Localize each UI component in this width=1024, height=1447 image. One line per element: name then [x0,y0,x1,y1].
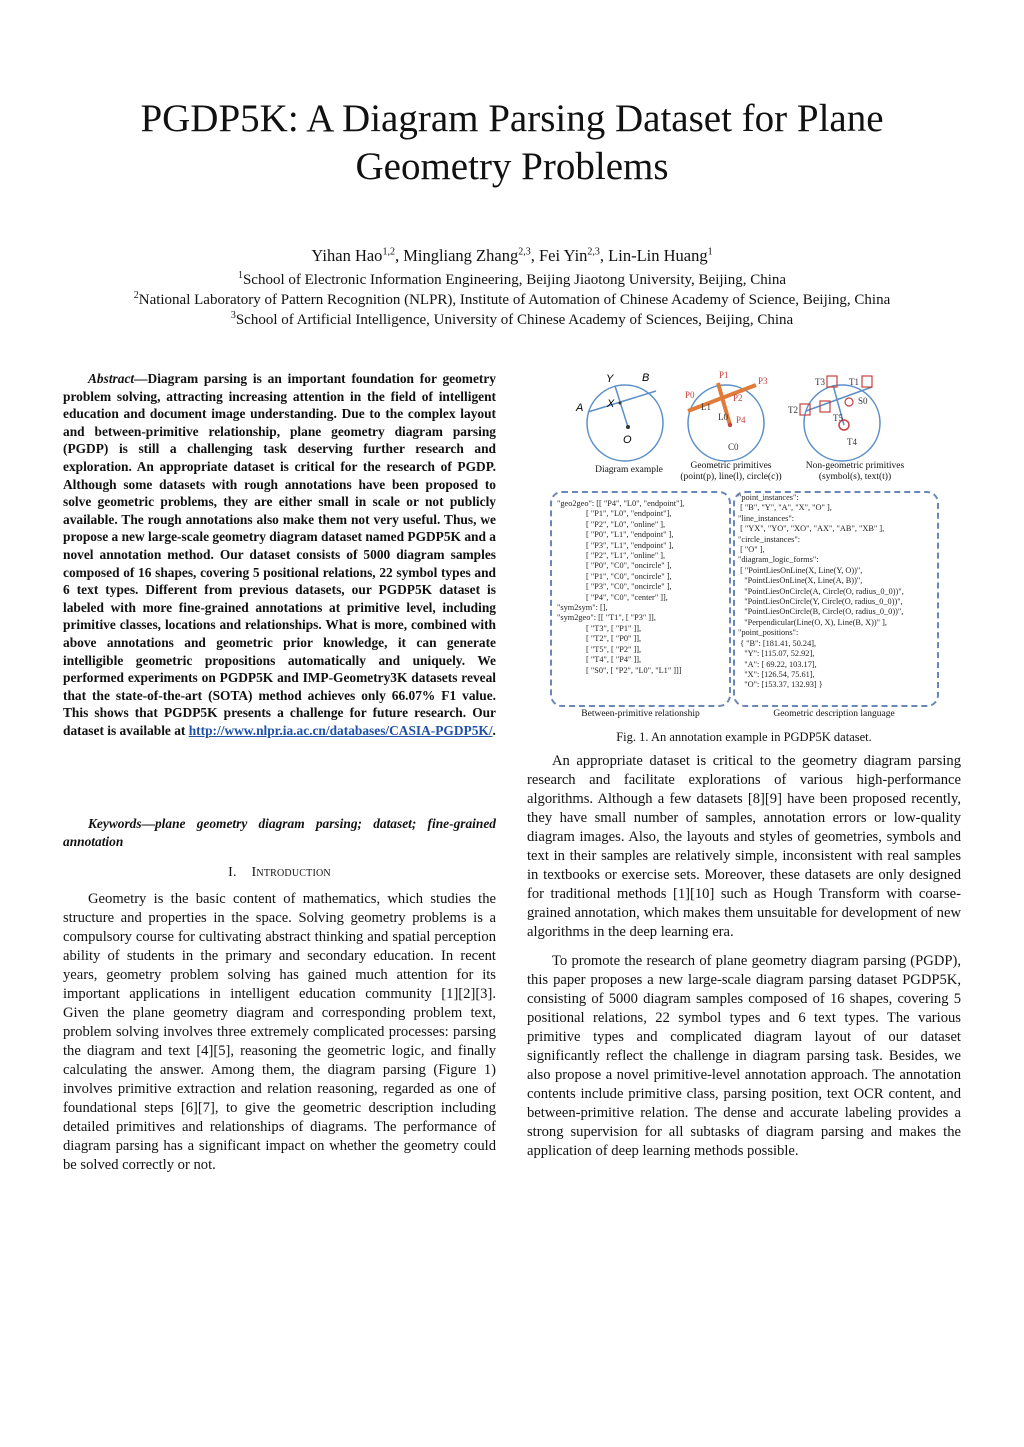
label-T3: T3 [815,377,825,387]
label-L1: L1 [701,402,711,412]
abstract-label: Abstract [88,371,135,386]
paragraph: Geometry is the basic content of mathematics, which studies the structure and properties in the space. Solving geometry problems is a compulsory course for cultivating abstract thinking and spatial perception ability of students in the primary and secondary education. In recent years, geometry problem solving has gained much attention for its important applications in intelligent education community [1][2][3]. Given the plane geometry diagram and corresponding problem text, problem solving involves three extremely complicated processes: parsing the diagram and text [4][5], reasoning the geometric logic, and finally calculating the answer. Among them, the diagram parsing (Figure 1) involves primitive extraction and relation reasoning, regarded as one of foundational steps [6][7], to give the geometric description including detailed primitives and relationships of diagrams. The performance of diagram parsing has a significant impact on whether the geometry could be solved correctly or not. [63,891,496,1173]
label-L0: L0 [718,412,728,422]
keywords: Keywords—plane geometry diagram parsing; dataset; fine-grained annotation [63,816,496,849]
label-T1: T1 [849,377,859,387]
right-body [527,752,961,1161]
author-list: Yihan Hao$^{1,2}$, Mingliang Zhang$^{2,3}$, Fei Yin$^{2,3}$, Lin-Lin Huang$^1$ [311,246,713,265]
label-T2: T2 [788,405,798,415]
panel-label-relationship: Between-primitive relationship [581,709,700,719]
label-P2: P2 [733,393,743,403]
paragraph: An appropriate dataset is critical to the geometry diagram parsing research and facilitate explorations of various high-performance algorithms. Although a few datasets [8][9] have been proposed recently, they have small number of samples, annotation errors or low-quality diagram images. Also, the layouts and styles of geometries, symbols and text in their samples are relatively simple, inconsistent with real samples in textbooks or exercise sets. Moreover, these datasets are only designed for traditional methods [1][10] such as Hough Transform with coarse-grained annotation, which makes them unsuitable for development of new algorithms in the deep learning era. [527,753,961,940]
relationship-code: "geo2geo": [[ "P4", "L0", "endpoint"], [ "P1", "L0", "endpoint"], [ "P2", "L0", "online" ], [ "P0", "L1", "endpoint" ], [ "P3", "L1", "endpoint" ], [ "P2", "L1", "online" ], [ "P0", "C0", "oncircle" ], [ "P1", "C0", "oncircle" ], [ "P3", "C0", "oncircle" ], [ "P4", "C0", "center" ]], "sym2sym": [], "sym2geo": [[ "T1", [ "P3" ]], [ "T3", [ "P1" ]], [ "T2", [ "P0" ]], [ "T5", [ "P2" ]], [ "T4", [ "P4" ]], [ "S0", [ "P2", "L0", "L1" ]]] [557,499,685,675]
label-C0: C0 [728,442,739,452]
diagram-example [575,372,663,461]
author-name: Fei Yin [538,246,588,265]
label-X: X [607,398,615,410]
author-sup: 1 [707,246,713,258]
panel-label-geo-line2: (point(p), line(l), circle(c)) [680,472,782,482]
author-name: Yihan Hao [311,246,383,265]
language-code: "point_instances": [ "B", "Y", "A", "X", "O" ], "line_instances": [ "YX", "YO", "XO", "AX", "AB", "XB" ], "circle_instances": [ "O" ], "diagram_logic_forms": [ "PointLiesOnLine(X, Line(Y, O))", "PointLiesOnLine(X, Line(A, B))", "PointLiesOnCircle(A, Circle(O, radius_0_0))", "PointLiesOnCircle(Y, Circle(O, radius_0_0))", "PointLiesOnCircle(B, Circle(O, radius_0_0))", "Perpendicular(Line(O, X), Line(B, X))" ], "point_positions": { "B": [181.41, 50.24], "Y": [115.07, 52.92], "A": [ 69.22, 103.17], "X": [126.54, 75.61], "O": [153.37, 132.93] } [738,493,904,690]
label-B: B [642,372,650,384]
affiliation [0,272,1024,289]
label-P4: P4 [736,415,746,425]
affiliation [0,312,1024,329]
author-sup: 2,3 [587,246,600,258]
figure-1 [548,365,940,725]
label-Y: Y [606,373,614,385]
non-geometric-primitives [788,376,880,461]
author-sup: 1,2 [382,246,395,258]
paper-title: PGDP5K: A Diagram Parsing Dataset for Plane Geometry Problems [140,97,884,188]
label-T5: T5 [833,413,843,423]
keywords-label: Keywords [88,816,142,831]
figure-caption: Fig. 1. An annotation example in PGDP5K dataset. [616,730,872,744]
dataset-link[interactable]: http://www.nlpr.ia.ac.cn/databases/CASIA-PGDP5K/ [188,722,493,738]
panel-label-language: Geometric description language [773,709,895,719]
label-T4: T4 [847,437,857,447]
affiliation-text: School of Artificial Intelligence, University of Chinese Academy of Sciences, Beijing, China [235,312,794,328]
section-number: I. [228,865,237,880]
panel-label-nongeo-line2: (symbol(s), text(t)) [818,472,892,482]
author-sup: 2,3 [518,246,531,258]
label-P3: P3 [758,376,768,386]
abstract-text: Diagram parsing is an important foundation for geometry problem solving, attracting increasing attention in the field of intelligent education and document image understanding. Due to the complex layout and between-primitive relationship, plane geometry diagram parsing (PGDP) is still a challenging task deserving further research and exploration. An appropriate dataset is critical for the research of PGDP. Although some datasets with rough annotations have been proposed to solve geometric problems, they are either small in scale or not publicly available. The rough annotations also make them not very useful. Thus, we propose a new large-scale geometry diagram dataset named PGDP5K and a novel annotation method. Our dataset consists of 5000 diagram samples composed of 16 shapes, covering 5 positional relations, 22 symbol types and 6 text types. Different from previous datasets, our PGDP5K dataset is labeled with more fine-grained annotations at primitive level, including primitive classes, locations and relationships. What is more, combined with above annotations and geometric prior knowledge, it can generate intelligible geometric propositions automatically and uniquely. We performed experiments on PGDP5K and IMP-Geometry3K datasets reveal that the state-of-the-art (SOTA) method achieves only 66.07% F1 value. This shows that PGDP5K presents a challenge for future research. Our dataset is available at [63,371,496,738]
affiliation-text: School of Electronic Information Engineering, Beijing Jiaotong University, Beijing, China [242,272,787,288]
keywords-text: plane geometry diagram parsing; dataset; fine-grained annotation [63,816,496,849]
geometric-primitives [685,370,768,461]
author-name: Mingliang Zhang [403,246,519,265]
section-title: Introduction [251,865,331,880]
affiliation-sup: 1 [237,270,243,281]
affiliation [0,292,1024,309]
panel-label-nongeo-line1: Non-geometric primitives [805,461,905,471]
panel-label-example: Diagram example [595,465,663,475]
panel-label-geo-line1: Geometric primitives [690,461,772,471]
paragraph: To promote the research of plane geometry diagram parsing (PGDP), this paper proposes a new large-scale diagram parsing dataset PGDP5K, consisting of 5000 diagram samples composed of 16 shapes, covering 5 positional relations, 22 symbol types and 6 text types. The various primitive types and complicated diagram layout of our dataset significantly reflect the challenge in diagram parsing task. Besides, we also propose a novel primitive-level annotation approach. The annotation contents include primitive class, parsing position, text OCR content, and between-primitive relation. The dense and accurate labeling provides a strong supervision for all subtasks of diagram parsing and makes the application of deep learning methods possible. [527,953,961,1159]
affiliation-sup: 2 [133,290,139,301]
panel-label-nongeo [792,461,918,483]
label-P1: P1 [719,370,729,380]
affiliation-sup: 3 [230,310,236,321]
label-O: O [623,434,632,446]
label-A: A [576,402,584,414]
panel-label-geo [676,461,786,483]
section-heading [63,865,496,881]
abstract-end: . [492,722,496,738]
abstract: Abstract—Diagram parsing is an important foundation for geometry problem solving, attracting increasing attention in the field of intelligent education and document image understanding. Due to the complex layout and between-primitive relationship, plane geometry diagram parsing (PGDP) is still a challenging task deserving further research and exploration. An appropriate dataset is critical for the research of PGDP. Although some datasets with rough annotations have been proposed to solve geometric problems, they are either small in scale or not publicly available. The rough annotations also make them not very useful. Thus, we propose a new large-scale geometry diagram dataset named PGDP5K and a novel annotation method. Our dataset consists of 5000 diagram samples composed of 16 shapes, covering 5 positional relations, 22 symbol types and 6 text types. Different from previous datasets, our PGDP5K dataset is labeled with more fine-grained annotations at primitive level, including primitive classes, locations and relationships. What is more, combined with above annotations and geometric prior knowledge, it can generate intelligible geometric propositions automatically and uniquely. We performed experiments on PGDP5K and IMP-Geometry3K datasets reveal that the state-of-the-art (SOTA) method achieves only 66.07% F1 value. This shows that PGDP5K presents a challenge for future research. Our dataset is available at http://www.nlpr.ia.ac.cn/databases/CASIA-PGDP5K/. [63,371,496,738]
author-name: Lin-Lin Huang [608,246,708,265]
label-S0: S0 [858,396,868,406]
label-P0: P0 [685,390,695,400]
intro-body [63,890,496,1175]
affiliation-text: National Laboratory of Pattern Recognition (NLPR), Institute of Automation of Chinese Academy of Science, Beijing, China [138,292,891,308]
